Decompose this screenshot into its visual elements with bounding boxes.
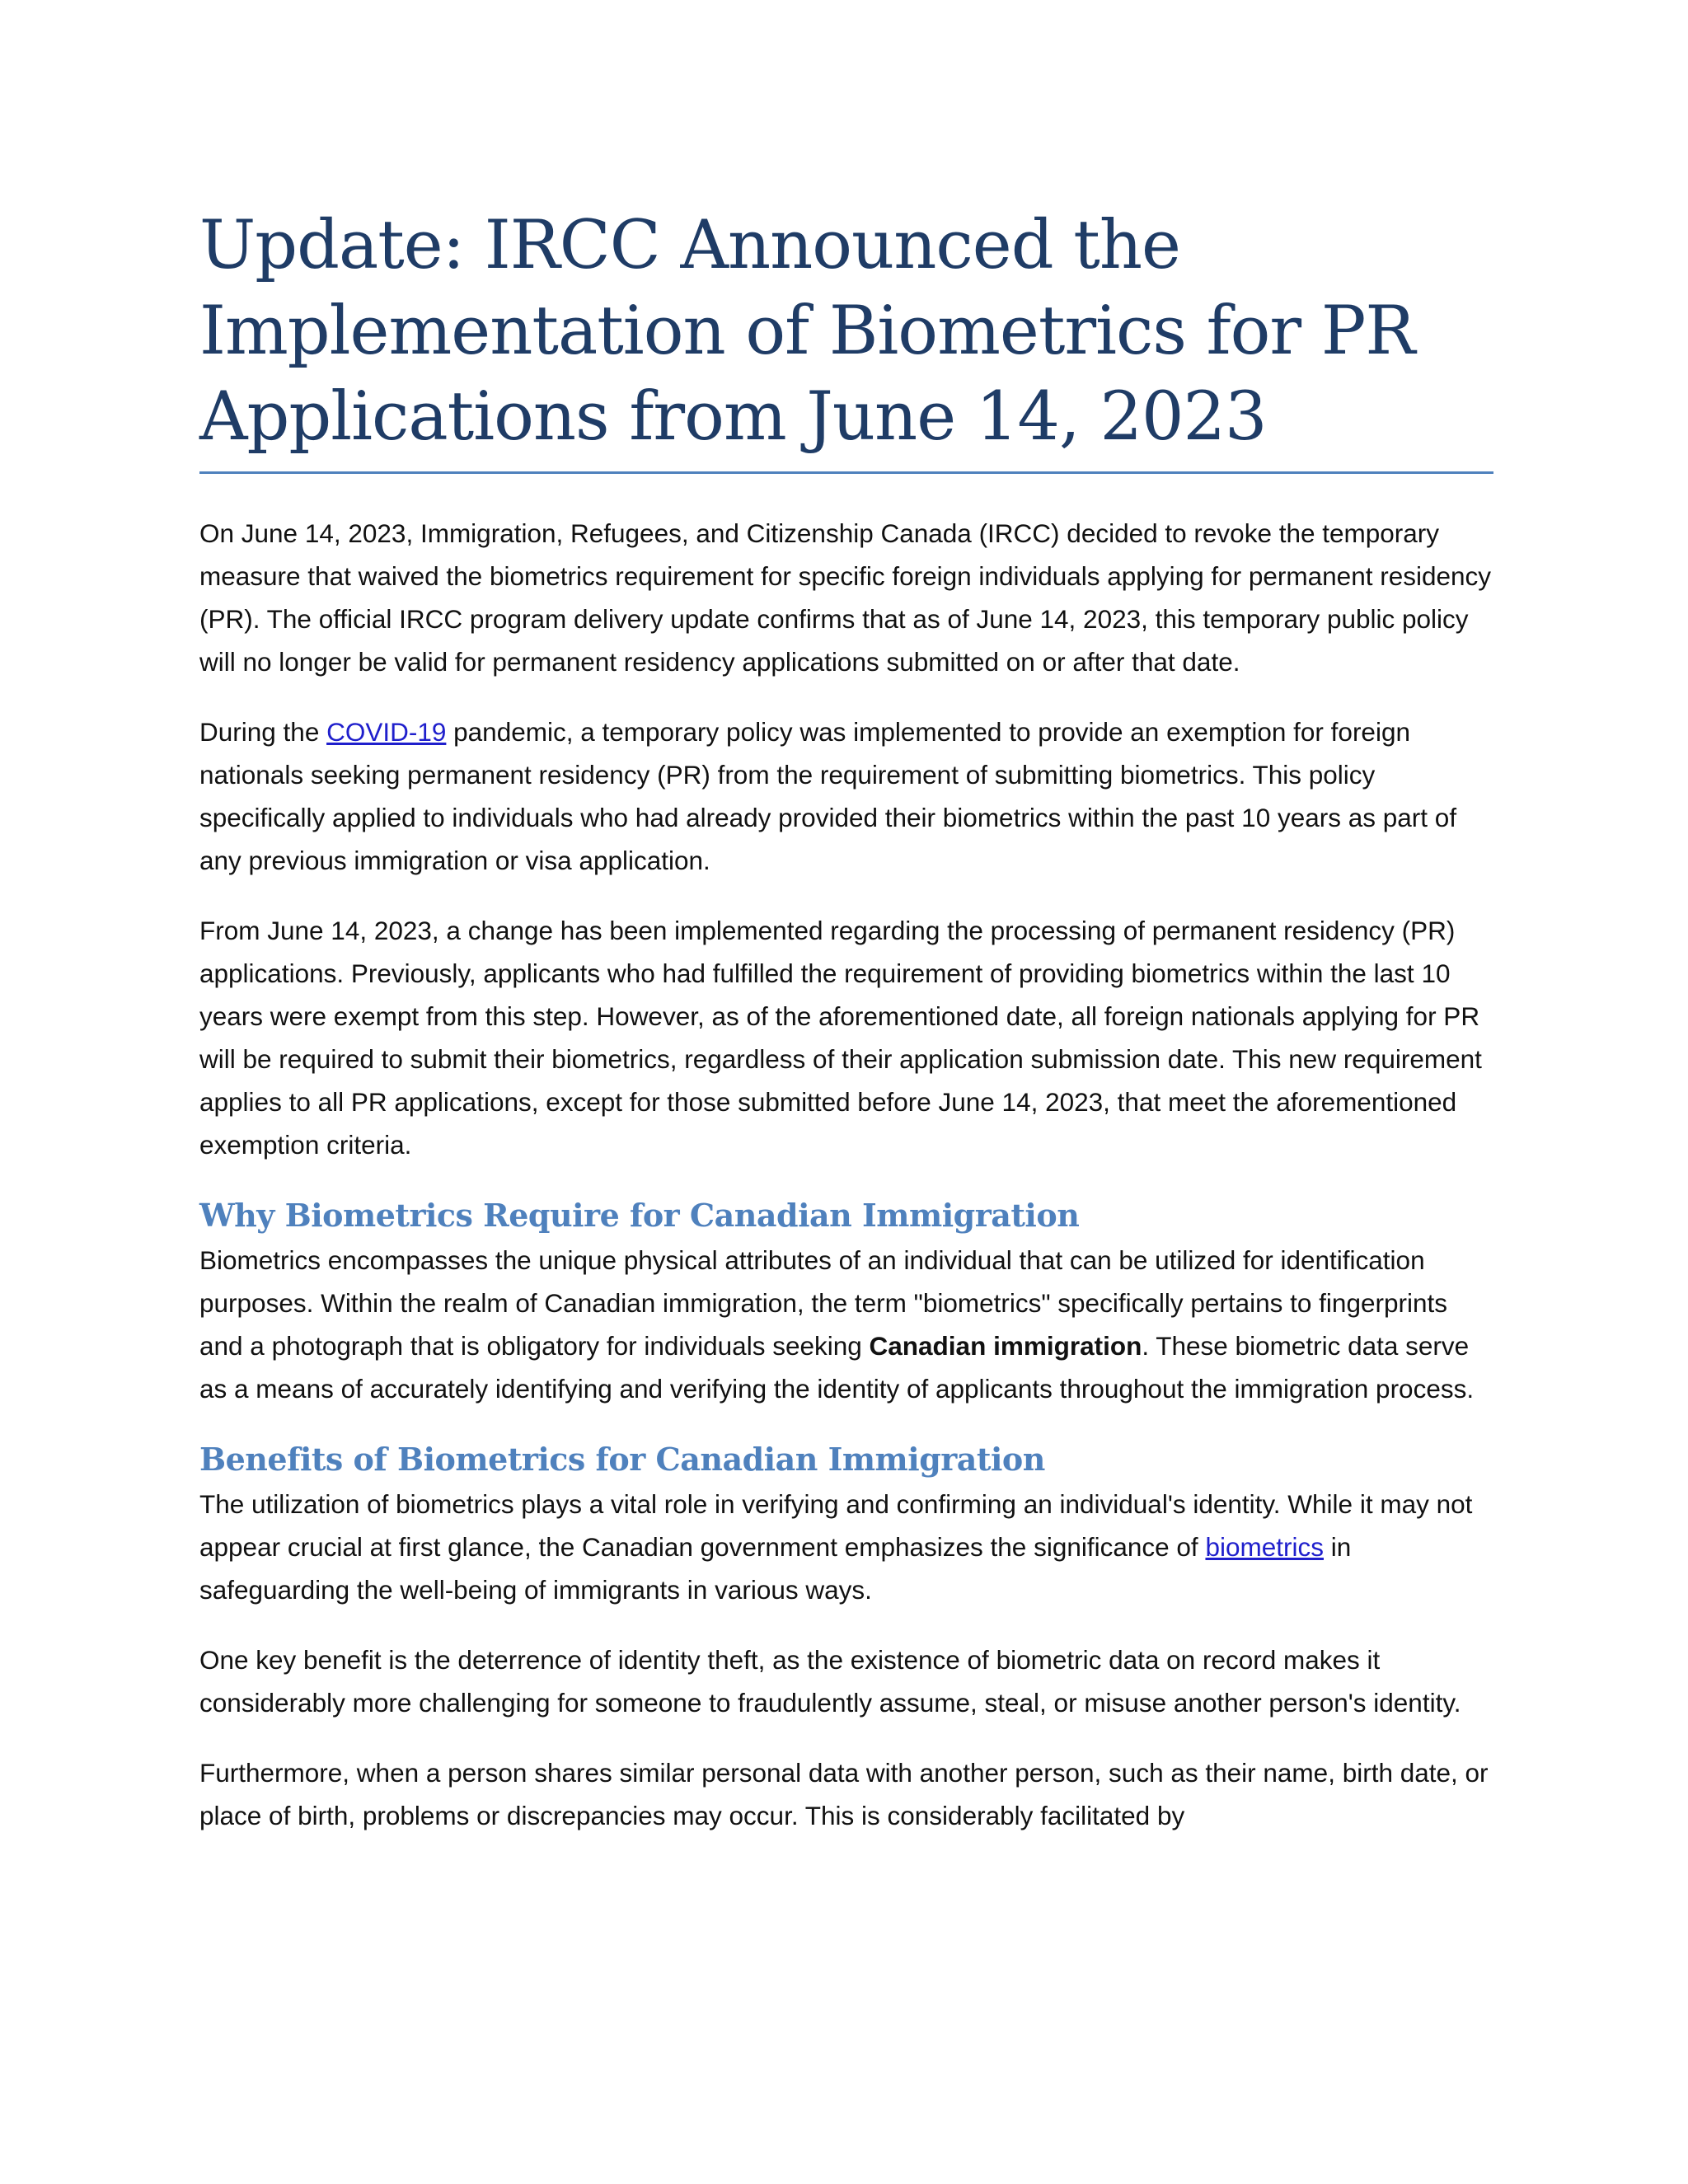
paragraph-change-implemented: From June 14, 2023, a change has been implemented regarding the processing of permanent residency (PR) applications. Previously, applicants who had fulfilled the requirement of providing biometrics within the last 10 years were exempt from this step. However, as of the aforementioned date, all foreign nationals applying for PR will be required to submit their biometrics, regardless of their application submission date. This new requirement applies to all PR applications, except for those submitted before June 14, 2023, that meet the aforementioned exemption criteria. <box>199 916 1482 1160</box>
document-page <box>199 203 1493 1837</box>
title-underline <box>199 471 1493 474</box>
paragraph-biometrics-definition <box>199 1239 1493 1410</box>
paragraph-text: pandemic, a temporary policy was implemented to provide an exemption for foreign nationals seeking permanent residency (PR) from the requirement of submitting biometrics. This policy specifically applied to individuals who had already provided their biometrics within the past 10 years as part of any previous immigration or visa application. <box>199 717 1457 875</box>
paragraph-ircc-announcement: On June 14, 2023, Immigration, Refugees, and Citizenship Canada (IRCC) decided to revoke the temporary measure that waived the biometrics requirement for specific foreign individuals applying for permanent residency (PR). The official IRCC program delivery update confirms that as of June 14, 2023, this temporary public policy will no longer be valid for permanent residency applications submitted on or after that date. <box>199 518 1492 677</box>
paragraph-text: The utilization of biometrics plays a vital role in verifying and confirming an individual's identity. While it may not appear crucial at first glance, the Canadian government emphasizes the significance of <box>199 1489 1473 1562</box>
paragraph-covid-policy <box>199 710 1493 882</box>
paragraph-text: . These biometric data serve as a means of accurately identifying and verifying the identity of applicants throughout the immigration process. <box>199 1331 1475 1404</box>
paragraph-benefits-intro <box>199 1483 1493 1611</box>
paragraph-similar-data: Furthermore, when a person shares similar personal data with another person, such as their name, birth date, or place of birth, problems or discrepancies may occur. This is considerably facilitated by <box>199 1758 1489 1830</box>
section-heading-why-biometrics: Why Biometrics Require for Canadian Immigration <box>199 1197 1080 1234</box>
paragraph-identity-theft: One key benefit is the deterrence of identity theft, as the existence of biometric data on record makes it considerably more challenging for someone to fraudulently assume, steal, or misuse another person's identity. <box>199 1645 1461 1718</box>
paragraph-text: Biometrics encompasses the unique physical attributes of an individual that can be utilized for identification purposes. Within the realm of Canadian immigration, the term "biometrics" specifically pertains to fingerprints and a photograph that is obligatory for individuals seeking <box>199 1245 1447 1361</box>
document-title: Update: IRCC Announced the Implementation of Biometrics for PR Applications from June 14, 2023 <box>199 207 1415 456</box>
covid-19-link[interactable]: COVID-19 <box>326 717 447 747</box>
bold-text: Canadian immigration <box>869 1331 1142 1361</box>
paragraph-text: in safeguarding the well-being of immigrants in various ways. <box>199 1532 1352 1605</box>
biometrics-link[interactable]: biometrics <box>1205 1532 1324 1562</box>
section-heading-benefits: Benefits of Biometrics for Canadian Immigration <box>199 1441 1045 1478</box>
paragraph-text: During the <box>199 717 327 747</box>
